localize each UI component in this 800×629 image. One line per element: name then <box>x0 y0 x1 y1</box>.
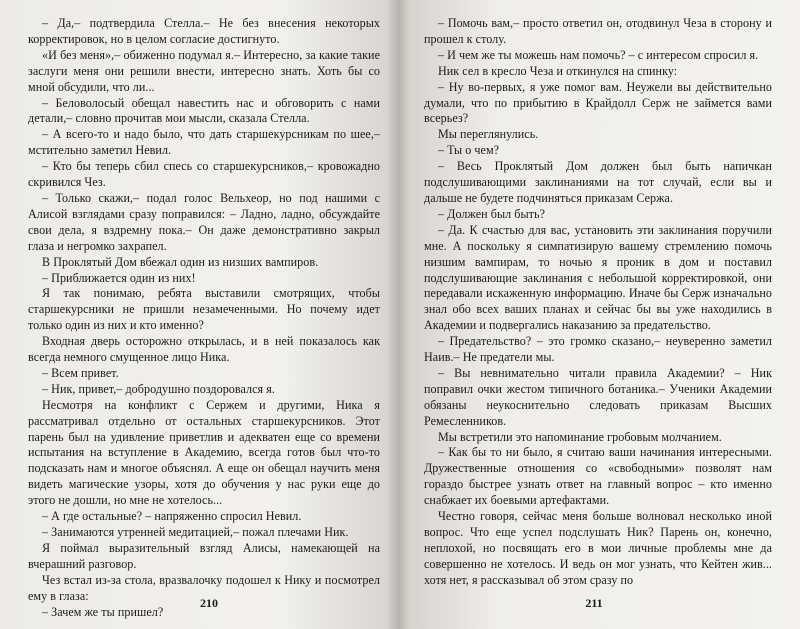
paragraph: – Предательство? – это громко сказано,– неуверенно заметил Наив.– Не предатели мы. <box>424 334 772 365</box>
left-page <box>0 0 398 629</box>
paragraph: – Как бы то ни было, я считаю ваши начинания интересными. Дружественные отношения со «свободными» позволят нам гораздо быстрее узнать ответ на главный вопрос – кто именно снабжает их боевыми артефактами. <box>424 445 772 508</box>
paragraph: – Кто бы теперь сбил спесь со старшекурсников,– кровожадно скривился Чез. <box>28 159 380 190</box>
paragraph: – Занимаются утренней медитацией,– пожал плечами Ник. <box>42 525 349 539</box>
paragraph: Мы встретили это напоминание гробовым молчанием. <box>438 429 722 444</box>
paragraph: – А всего-то и надо было, что дать старшекурсникам по шее,– мстительно заметил Невил. <box>28 127 380 158</box>
paragraph: – Беловолосый обещал навестить нас и обговорить с нами детали,– словно прочитав мои мысли, сказала Стелла. <box>28 95 380 126</box>
paragraph: – А где остальные? – напряженно спросил Невил. <box>42 509 302 524</box>
right-page-text <box>424 16 772 589</box>
paragraph: – И чем же ты можешь нам помочь? – с интересом спросил я. <box>438 47 759 62</box>
left-page-text <box>28 16 380 620</box>
paragraph: Чез встал из-за стола, вразвалочку подошел к Нику и посмотрел ему в глаза: <box>28 572 380 603</box>
paragraph: Я так понимаю, ребята выставили смотрящих, чтобы старшекурсники не пришли незамеченными. Но почему идет только один из них и кто именно? <box>28 286 380 333</box>
paragraph: Честно говоря, сейчас меня больше волновал несколько иной вопрос. Что еще успел подслушать Ник? Парень он, конечно, неплохой, но посвящать его в мои личные проблемы мне да совершенно не хотелось. И ведь он мог узнать, что Кейтен жив... хотя нет, я рассказывал об этом сразу по <box>424 509 772 587</box>
paragraph: – Ну во-первых, я уже помог вам. Неужели вы действительно думали, что по прибытию в Крайдолл Серж не займется вами всерьез? <box>424 79 772 126</box>
page-number: 210 <box>200 596 218 610</box>
paragraph: Ник сел в кресло Чеза и откинулся на спинку: <box>438 63 678 78</box>
page-number: 211 <box>585 596 603 610</box>
paragraph: «И без меня»,– обиженно подумал я.– Интересно, за какие такие заслуги меня они решили внести, интересно знать. Хоть бы со мной обсудили, что ли... <box>28 47 380 94</box>
paragraph: – Приближается один из них! <box>42 270 196 285</box>
paragraph: – Да. К счастью для вас, установить эти заклинания поручили мне. А поскольку я симпатизирую вашему стремлению помочь низшим вампирам, то ночью я проник в дом и поставил подслушивающие заклинания с небольшой корректировкой, они передавали искаженную информацию. Иначе бы Серж изначально знал обо всех ваших планах и сейчас бы вы уже находились в Академии и подвергались наказанию за предательство. <box>424 222 772 333</box>
paragraph: Я поймал выразительный взгляд Алисы, намекающей на вчерашний разговор. <box>28 540 380 571</box>
paragraph: – Ты о чем? <box>438 143 500 158</box>
paragraph: – Ник, привет,– добродушно поздоровался я. <box>42 381 275 396</box>
paragraph: – Вы невнимательно читали правила Академии? – Ник поправил очки жестом типичного ботаника.– Ученики Академии обязаны неукоснительно следовать приказам Высших Ремесленников. <box>424 365 772 428</box>
paragraph: – Зачем же ты пришел? <box>42 604 164 619</box>
paragraph: Входная дверь осторожно открылась, и в ней показалось как всегда немного смущенное лицо Ника. <box>28 334 380 365</box>
paragraph: – Только скажи,– подал голос Вельхеор, но под нашими с Алисой взглядами сразу поправился: – Ладно, ладно, обсуждайте свои дела, я вздремну пока.– Он даже демонстративно закрыл глаза и негромко захрапел. <box>28 190 380 253</box>
paragraph: – Весь Проклятый Дом должен был быть напичкан подслушивающими заклинаниями на тот случай, если вы и дальше не будете подчиняться приказам Сержа. <box>424 159 772 205</box>
paragraph: Мы переглянулись. <box>438 127 539 142</box>
paragraph: – Помочь вам,– просто ответил он, отодвинул Чеза в сторону и прошел к столу. <box>424 16 772 46</box>
paragraph: – Да,– подтвердила Стелла.– Не без внесения некоторых корректировок, но в целом согласие достигнуто. <box>28 16 380 46</box>
paragraph: – Всем привет. <box>42 365 119 380</box>
paragraph: – Должен был быть? <box>438 206 545 221</box>
paragraph: Несмотря на конфликт с Сержем и другими, Ника я рассматривал отдельно от остальных старшекурсников. Этот парень был на удивление приветлив и адекватен еще со времени испытания на вступление в Академию, всегда готов был что-то подсказать нам и многое объяснял. А еще он обещал научить меня видеть магические узоры, хотя до обучения у нас руки еще до этого не дошли, но мне не хотелось... <box>28 397 380 508</box>
right-page <box>398 0 800 629</box>
paragraph: В Проклятый Дом вбежал один из низших вампиров. <box>42 254 319 269</box>
